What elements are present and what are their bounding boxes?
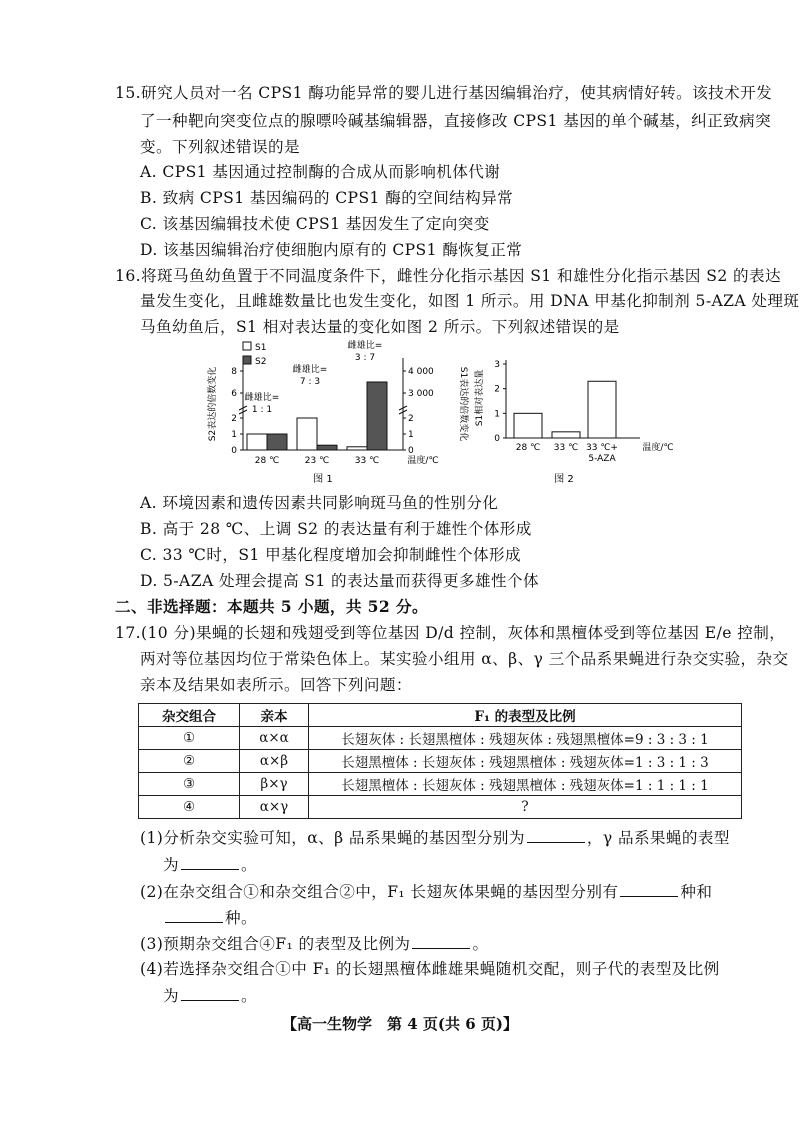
tick-label: 2 [494, 384, 500, 395]
legend-swatch-s1 [243, 342, 251, 350]
q17-stem-line3: 亲本及结果如表所示。回答下列问题： [140, 676, 412, 694]
q17-sub2-text-c: 种。 [225, 909, 257, 927]
q15-option-b: B. 致病 CPS1 基因编码的 CPS1 酶的空间结构异常 [140, 189, 514, 207]
q17-sub3-line [140, 932, 488, 955]
q17-sub1-line1 [140, 826, 730, 849]
annotation: 雌雄比= [244, 393, 280, 403]
category-label: 28 ℃ [515, 443, 541, 453]
table-cell: α×α [240, 727, 309, 750]
q15-stem-line3: 变。下列叙述错误的是 [140, 138, 300, 156]
q17-stem-line1: 17.(10 分)果蝇的长翅和残翅受到等位基因 D/d 控制，灰体和黑檀体受到等位基因 E/e 控制， [115, 624, 786, 642]
table-header: 亲本 [240, 704, 309, 727]
q17-sub2-line2 [163, 906, 257, 929]
q16-option-a: A. 环境因素和遗传因素共同影响斑马鱼的性别分化 [140, 494, 499, 512]
q16-option-d: D. 5-AZA 处理会提高 S1 的表达量而获得更多雄性个体 [140, 572, 539, 590]
bar-s2 [317, 445, 337, 450]
y-axis-label-right: S1表达的倍数变化 [458, 366, 468, 442]
category-label: 33 ℃ [553, 443, 579, 453]
y-axis-label: S1相对表达量 [475, 369, 485, 427]
tick-label-right: 1 [408, 430, 414, 440]
table-row [139, 750, 742, 773]
table-header: F₁ 的表型及比例 [309, 704, 742, 727]
y-axis-label-left: S2表达的倍数变化 [208, 366, 218, 442]
x-axis-label: 温度/℃ [407, 456, 439, 466]
table-cell: α×γ [240, 796, 309, 819]
bar-s1 [297, 418, 317, 450]
table-cell: ② [139, 750, 240, 773]
q17-sub3-text: (3)预期杂交组合④F₁ 的表型及比例为 [140, 935, 411, 953]
figure-1-chart [205, 338, 470, 488]
cross-table [138, 703, 742, 819]
bar-s2 [267, 434, 287, 450]
tick-label-left: 1 [231, 430, 237, 440]
tick-label: 3 [494, 360, 500, 370]
figure-2-chart [472, 350, 682, 488]
q17-sub4-text-b: 为 [163, 987, 179, 1005]
table-header-row [139, 704, 742, 727]
category-label: 33 ℃+ [586, 443, 618, 453]
table-cell: ? [309, 796, 742, 819]
table-cell: ① [139, 727, 240, 750]
answer-blank[interactable] [181, 984, 239, 1001]
category-label: 23 ℃ [304, 456, 330, 466]
q15-option-d: D. 该基因编辑治疗使细胞内原有的 CPS1 酶恢复正常 [140, 241, 523, 259]
answer-blank[interactable] [412, 932, 470, 949]
page-footer: 【高一生物学 第 4 页(共 6 页)】 [282, 1015, 518, 1033]
q17-sub2-text: (2)在杂交组合①和杂交组合②中，F₁ 长翅灰体果蝇的基因型分别有 [140, 883, 619, 901]
category-label-line2: 5-AZA [588, 454, 616, 464]
q15-option-a: A. CPS1 基因通过控制酶的合成从而影响机体代谢 [140, 163, 501, 181]
legend-label: S2 [255, 357, 267, 367]
tick-label-right: 0 [408, 446, 414, 456]
q15-option-c: C. 该基因编辑技术使 CPS1 基因发生了定向突变 [140, 215, 490, 233]
q17-sub1-text-d: 。 [241, 856, 257, 874]
annotation: 1 : 1 [251, 405, 273, 415]
category-label: 28 ℃ [254, 456, 280, 466]
q17-stem-line2: 两对等位基因均位于常染色体上。某实验小组用 α、β、γ 三个品系果蝇进行杂交实验，杂交 [140, 650, 789, 668]
q16-stem-line3: 马鱼幼鱼后，S1 相对表达量的变化如图 2 所示。下列叙述错误的是 [140, 318, 620, 336]
q17-sub1-text-b: ，γ 品系果蝇的表型 [586, 829, 730, 847]
answer-blank[interactable] [181, 853, 239, 870]
table-row [139, 796, 742, 819]
q17-sub3-text-b: 。 [472, 935, 489, 953]
legend-label: S1 [255, 343, 267, 353]
tick-label-right: 4 000 [408, 367, 434, 377]
table-cell: 长翅黑檀体 : 长翅灰体 : 残翅黑檀体 : 残翅灰体=1 : 1 : 1 : 1 [309, 773, 742, 796]
q16-option-c: C. 33 ℃时，S1 甲基化程度增加会抑制雌性个体形成 [140, 546, 521, 564]
q17-sub2-text-b: 种和 [680, 883, 713, 901]
annotation: 7 : 3 [299, 377, 321, 387]
q15-stem-line2: 了一种靶向突变位点的腺嘌呤碱基编辑器，直接修改 CPS1 基因的单个碱基，纠正致病突 [140, 112, 772, 130]
bar [588, 381, 616, 438]
table-header: 杂交组合 [139, 704, 240, 727]
annotation: 雌雄比= [292, 365, 328, 375]
bar [514, 413, 542, 438]
answer-blank[interactable] [620, 880, 678, 897]
q17-sub2-line1 [140, 880, 712, 903]
legend-swatch-s2 [243, 356, 251, 364]
table-cell: ③ [139, 773, 240, 796]
answer-blank[interactable] [165, 906, 223, 923]
q17-sub1-text: (1)分析杂交实验可知，α、β 品系果蝇的基因型分别为 [140, 829, 525, 847]
table-cell: ④ [139, 796, 240, 819]
table-cell: β×γ [240, 773, 309, 796]
q17-sub4-text-c: 。 [241, 987, 257, 1005]
q16-option-b: B. 高于 28 ℃、上调 S2 的表达量有利于雄性个体形成 [140, 520, 532, 538]
tick-label-left: 0 [231, 446, 237, 456]
annotation: 雌雄比= [347, 341, 383, 351]
q17-sub1-text-c: 为 [163, 856, 179, 874]
x-axis-label: 温度/℃ [642, 443, 674, 453]
figure-caption: 图 1 [313, 474, 333, 485]
q17-sub4-line2 [163, 984, 257, 1007]
table-cell: 长翅灰体 : 长翅黑檀体 : 残翅灰体 : 残翅黑檀体=9 : 3 : 3 : 1 [309, 727, 742, 750]
tick-label-left: 8 [231, 367, 237, 377]
tick-label-right: 2 [408, 414, 414, 424]
tick-label: 0 [494, 434, 500, 444]
tick-label-right: 3 000 [408, 389, 434, 399]
q17-sub4-line1: (4)若选择杂交组合①中 F₁ 的长翅黑檀体雌雄果蝇随机交配，则子代的表型及比例 [140, 960, 720, 978]
figure-caption: 图 2 [554, 474, 574, 485]
bar-s2 [367, 382, 387, 450]
table-cell: 长翅黑檀体 : 长翅灰体 : 残翅黑檀体 : 残翅灰体=1 : 3 : 1 : 3 [309, 750, 742, 773]
table-cell: α×β [240, 750, 309, 773]
tick-label-left: 2 [231, 414, 237, 424]
q15-stem-line1: 15.研究人员对一名 CPS1 酶功能异常的婴儿进行基因编辑治疗，使其病情好转。该技术开发 [115, 84, 773, 102]
bar-s1 [347, 447, 367, 450]
tick-label: 1 [494, 409, 500, 420]
tick-label-left: 6 [231, 389, 237, 399]
answer-blank[interactable] [527, 826, 585, 843]
q16-stem-line2: 量发生变化，且雌雄数量比也发生变化，如图 1 所示。用 DNA 甲基化抑制剂 5-AZA 处理斑 [140, 292, 800, 310]
table-row [139, 727, 742, 750]
table-row [139, 773, 742, 796]
bar [552, 432, 580, 438]
bar-s1 [247, 434, 267, 450]
q17-sub1-line2 [163, 853, 257, 876]
category-label: 33 ℃ [354, 456, 380, 466]
q16-stem-line1: 16.将斑马鱼幼鱼置于不同温度条件下，雌性分化指示基因 S1 和雄性分化指示基因 S2 的表达 [115, 267, 782, 285]
annotation: 3 : 7 [354, 353, 376, 363]
section-heading: 二、非选择题：本题共 5 小题，共 52 分。 [115, 597, 428, 616]
